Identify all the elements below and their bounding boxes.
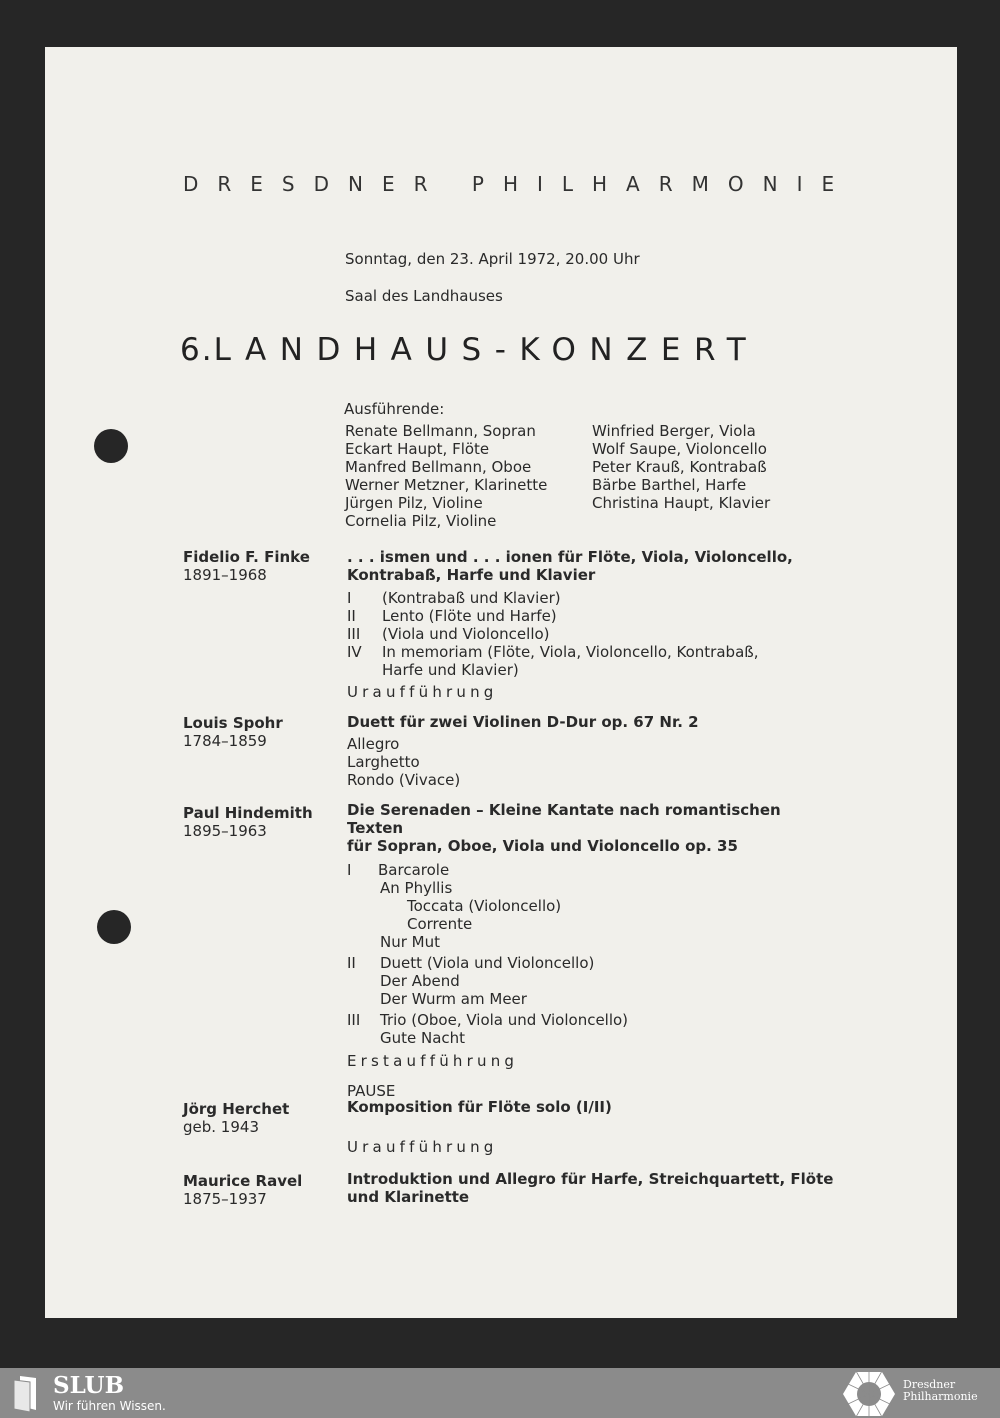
philharmonie-sunburst-icon [842, 1371, 896, 1417]
punch-hole [94, 429, 128, 463]
movement: Der Wurm am Meer [380, 990, 527, 1008]
composer-hindemith [183, 804, 313, 840]
movement: IV In memoriam (Flöte, Viola, Violoncello, Kontrabaß, [347, 643, 759, 661]
performer: Cornelia Pilz, Violine [345, 512, 497, 530]
premiere-note: Erstaufführung [347, 1052, 519, 1070]
performers-list-left [345, 422, 547, 530]
work-title: Komposition für Flöte solo (I/II) [347, 1098, 612, 1116]
performers-list-right [592, 422, 770, 512]
program-sheet [45, 47, 957, 1318]
performer: Christina Haupt, Klavier [592, 494, 771, 512]
movement: III (Viola und Violoncello) [347, 625, 550, 643]
movement: III Trio (Oboe, Viola und Violoncello) [347, 1011, 629, 1029]
work-title: und Klarinette [347, 1188, 470, 1206]
performer: Renate Bellmann, Sopran [345, 422, 536, 440]
composer-dates: 1895–1963 [183, 822, 267, 840]
movement: Toccata (Violoncello) [407, 897, 562, 915]
work-title: Die Serenaden – Kleine Kantate nach romantischen Texten [347, 801, 781, 837]
movement: Der Abend [380, 972, 460, 990]
slub-book-icon [12, 1374, 42, 1412]
composer-spohr [183, 714, 283, 750]
viewer-footer [0, 1368, 1000, 1418]
work-finke [347, 548, 839, 701]
movement: I (Kontrabaß und Klavier) [347, 589, 561, 607]
work-spohr [347, 713, 839, 789]
concert-title [180, 332, 759, 368]
movement: Nur Mut [380, 933, 440, 951]
venue-line: Saal des Landhauses [345, 287, 503, 305]
premiere-note: Uraufführung [347, 683, 498, 701]
work-herchet [347, 1098, 839, 1156]
performer: Winfried Berger, Viola [592, 422, 756, 440]
performer: Werner Metzner, Klarinette [345, 476, 548, 494]
slub-logo-text[interactable]: SLUB [53, 1372, 125, 1399]
concert-number: 6. [180, 332, 214, 368]
organization-heading: DRESDNER PHILHARMONIE [183, 172, 854, 196]
concert-title-text: LANDHAUS-KONZERT [213, 332, 760, 368]
composer-herchet [183, 1100, 289, 1136]
movement: An Phyllis [380, 879, 453, 897]
premiere-note: Uraufführung [347, 1138, 498, 1156]
movement: Rondo (Vivace) [347, 771, 461, 789]
punch-hole [97, 910, 131, 944]
philharmonie-logo-text[interactable]: Dresdner Philharmonie [903, 1378, 978, 1403]
movement: Corrente [407, 915, 473, 933]
work-title: Kontrabaß, Harfe und Klavier [347, 566, 596, 584]
movement: II Duett (Viola und Violoncello) [347, 954, 595, 972]
composer-dates: 1875–1937 [183, 1190, 267, 1208]
performer: Peter Krauß, Kontrabaß [592, 458, 767, 476]
composer-name: Jörg Herchet [183, 1100, 290, 1118]
composer-name: Louis Spohr [183, 714, 283, 732]
composer-dates: geb. 1943 [183, 1118, 259, 1136]
movement: I Barcarole [347, 861, 450, 879]
work-title: Introduktion und Allegro für Harfe, Streichquartett, Flöte [347, 1170, 834, 1188]
composer-ravel [183, 1172, 302, 1208]
work-hindemith [347, 801, 839, 1100]
composer-name: Paul Hindemith [183, 804, 313, 822]
performer: Wolf Saupe, Violoncello [592, 440, 767, 458]
composer-finke [183, 548, 310, 584]
composer-name: Maurice Ravel [183, 1172, 303, 1190]
composer-dates: 1784–1859 [183, 732, 267, 750]
intermission: PAUSE [347, 1082, 396, 1100]
composer-name: Fidelio F. Finke [183, 548, 310, 566]
performer: Eckart Haupt, Flöte [345, 440, 490, 458]
composer-dates: 1891–1968 [183, 566, 267, 584]
slub-tagline: Wir führen Wissen. [53, 1399, 166, 1413]
work-title: für Sopran, Oboe, Viola und Violoncello op. 35 [347, 837, 738, 855]
movement: Larghetto [347, 753, 420, 771]
movement: II Lento (Flöte und Harfe) [347, 607, 557, 625]
movement: Allegro [347, 735, 400, 753]
work-title: Duett für zwei Violinen D-Dur op. 67 Nr. 2 [347, 713, 699, 731]
performer: Manfred Bellmann, Oboe [345, 458, 532, 476]
performer: Bärbe Barthel, Harfe [592, 476, 747, 494]
performers-label: Ausführende: [344, 400, 445, 418]
work-ravel [347, 1170, 839, 1206]
movement: Gute Nacht [380, 1029, 466, 1047]
date-line: Sonntag, den 23. April 1972, 20.00 Uhr [345, 250, 640, 268]
movement: Harfe und Klavier) [382, 661, 519, 679]
performer: Jürgen Pilz, Violine [345, 494, 483, 512]
work-title: . . . ismen und . . . ionen für Flöte, Viola, Violoncello, [347, 548, 793, 566]
